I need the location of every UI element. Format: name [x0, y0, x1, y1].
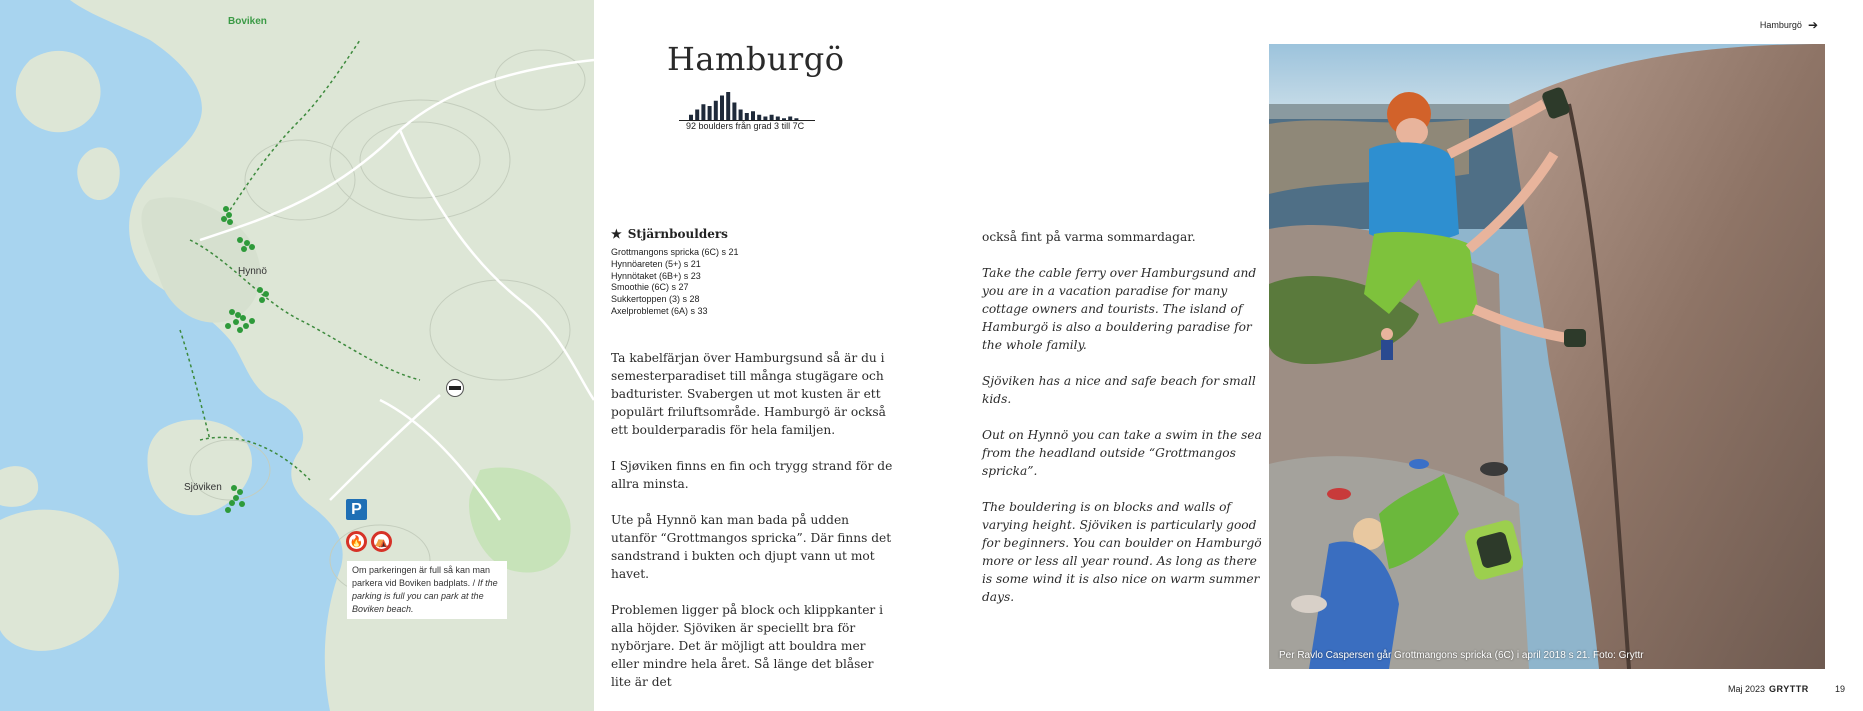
grade-bar	[739, 110, 743, 121]
body-paragraph: I Sjøviken finns en fin och trygg strand för de allra minsta.	[611, 459, 893, 491]
body-paragraph-en: The bouldering is on blocks and walls of varying height. Sjöviken is particularly good for beginners. You can boulder on Hamburgö more or less all year round. As long as there is some wind it is also nice on warm summer days.	[982, 500, 1262, 604]
star-item: Grottmangons spricka (6C) s 21	[611, 247, 739, 257]
grade-bar	[757, 115, 761, 120]
grade-bar	[794, 118, 798, 120]
grade-bar	[695, 110, 699, 121]
grade-bar	[701, 104, 705, 120]
island-sw	[0, 510, 119, 651]
photo-caption: Per Ravlo Caspersen går Grottmangons spricka (6C) i april 2018 s 21. Foto: Gryttr	[1279, 650, 1644, 661]
parking-icon: P	[346, 499, 367, 520]
running-head-title: Hamburgö	[1759, 20, 1802, 30]
grade-bar	[763, 117, 767, 121]
body-paragraph: Problemen ligger på block och klippkanter i alla höjder. Sjöviken är speciellt bra för nybörjare. Det är möjligt att bouldra mer eller mindre hela året. Så länge det blåser lite är det	[611, 603, 884, 689]
island-south	[0, 466, 38, 507]
grade-bar	[714, 101, 718, 120]
grade-bar	[708, 106, 712, 120]
map-label-boviken: Boviken	[228, 16, 267, 27]
star-item: Hynnöareten (5+) s 21	[611, 258, 701, 269]
land-main	[70, 0, 594, 711]
topo-map[interactable]	[0, 0, 594, 711]
no-fire-icon: 🔥	[346, 531, 367, 552]
body-paragraph-en: Take the cable ferry over Hamburgsund and you are in a vacation paradise for many cottage owners and tourists. The island of Hamburgö is also a bouldering paradise for the whole family.	[982, 266, 1257, 352]
body-paragraph-en: Sjöviken has a nice and safe beach for small kids.	[982, 374, 1256, 406]
grade-distribution-chart	[679, 88, 815, 122]
star-boulders	[611, 227, 871, 318]
grade-bar	[745, 113, 749, 120]
grade-bar	[732, 103, 736, 121]
grade-bar	[689, 115, 693, 120]
star-icon: ★	[611, 227, 622, 241]
body-paragraph-continued: också fint på varma sommardagar.	[982, 230, 1196, 244]
body-paragraph: Ute på Hynnö kan man bada på udden utanför “Grottmangos spricka”. Där finns det sandstrand i bukten och djupt vann ut mot havet.	[611, 513, 892, 581]
star-item: Hynnötaket (6B+) s 23	[611, 270, 701, 281]
parking-note	[347, 561, 507, 619]
island-north	[16, 51, 101, 132]
island-west	[77, 147, 120, 200]
map-label-sjoviken: Sjöviken	[184, 482, 222, 493]
body-column-english	[982, 228, 1262, 624]
star-item: Sukkertoppen (3) s 28	[611, 294, 700, 305]
grade-bar	[720, 96, 724, 121]
star-item: Smoothie (6C) s 27	[611, 282, 689, 293]
star-boulders-heading	[611, 227, 871, 241]
grade-bar	[788, 117, 792, 121]
body-paragraph-en: Out on Hynnö you can take a swim in the sea from the headland outside “Grottmangos spricka”.	[982, 428, 1262, 478]
grade-bar	[726, 92, 730, 120]
running-head	[1760, 18, 1818, 32]
footer	[1728, 684, 1809, 694]
grade-caption: 92 boulders från grad 3 till 7C	[686, 121, 805, 131]
map-label-hynno: Hynnö	[238, 266, 267, 277]
ferry-icon	[446, 379, 464, 397]
climbing-photo	[1269, 44, 1825, 669]
no-camping-icon: ⛺	[371, 531, 392, 552]
footer-issue: Maj 2023	[1728, 684, 1766, 694]
page-title: Hamburgö	[667, 40, 845, 78]
footer-brand: GRYTTR	[1769, 684, 1809, 694]
grade-bar	[776, 117, 780, 121]
parking-note-sv: Om parkeringen är full så kan man parkera vid Boviken badplats. /	[352, 565, 491, 588]
star-list	[611, 247, 871, 318]
star-boulders-title: Stjärnboulders	[627, 227, 728, 241]
arrow-right-icon: ➔	[1807, 18, 1818, 32]
grade-bar	[751, 111, 755, 120]
photo-graphic	[1269, 44, 1825, 669]
body-paragraph: Ta kabelfärjan över Hamburgsund så är du i semesterparadiset till många stugägare och badturister. Svabergen ut mot kusten är ett populärt friluftsområde. Hamburgö är också ett boulderparadis för hela familjen.	[611, 351, 886, 437]
page-number: 19	[1835, 684, 1846, 694]
star-item: Axelproblemet (6A) s 33	[611, 305, 708, 316]
grade-bar	[782, 118, 786, 120]
body-column-swedish	[611, 349, 893, 709]
grade-bar	[770, 115, 774, 120]
parking-note-en: If the parking is full you can park at the Boviken beach.	[352, 578, 498, 614]
